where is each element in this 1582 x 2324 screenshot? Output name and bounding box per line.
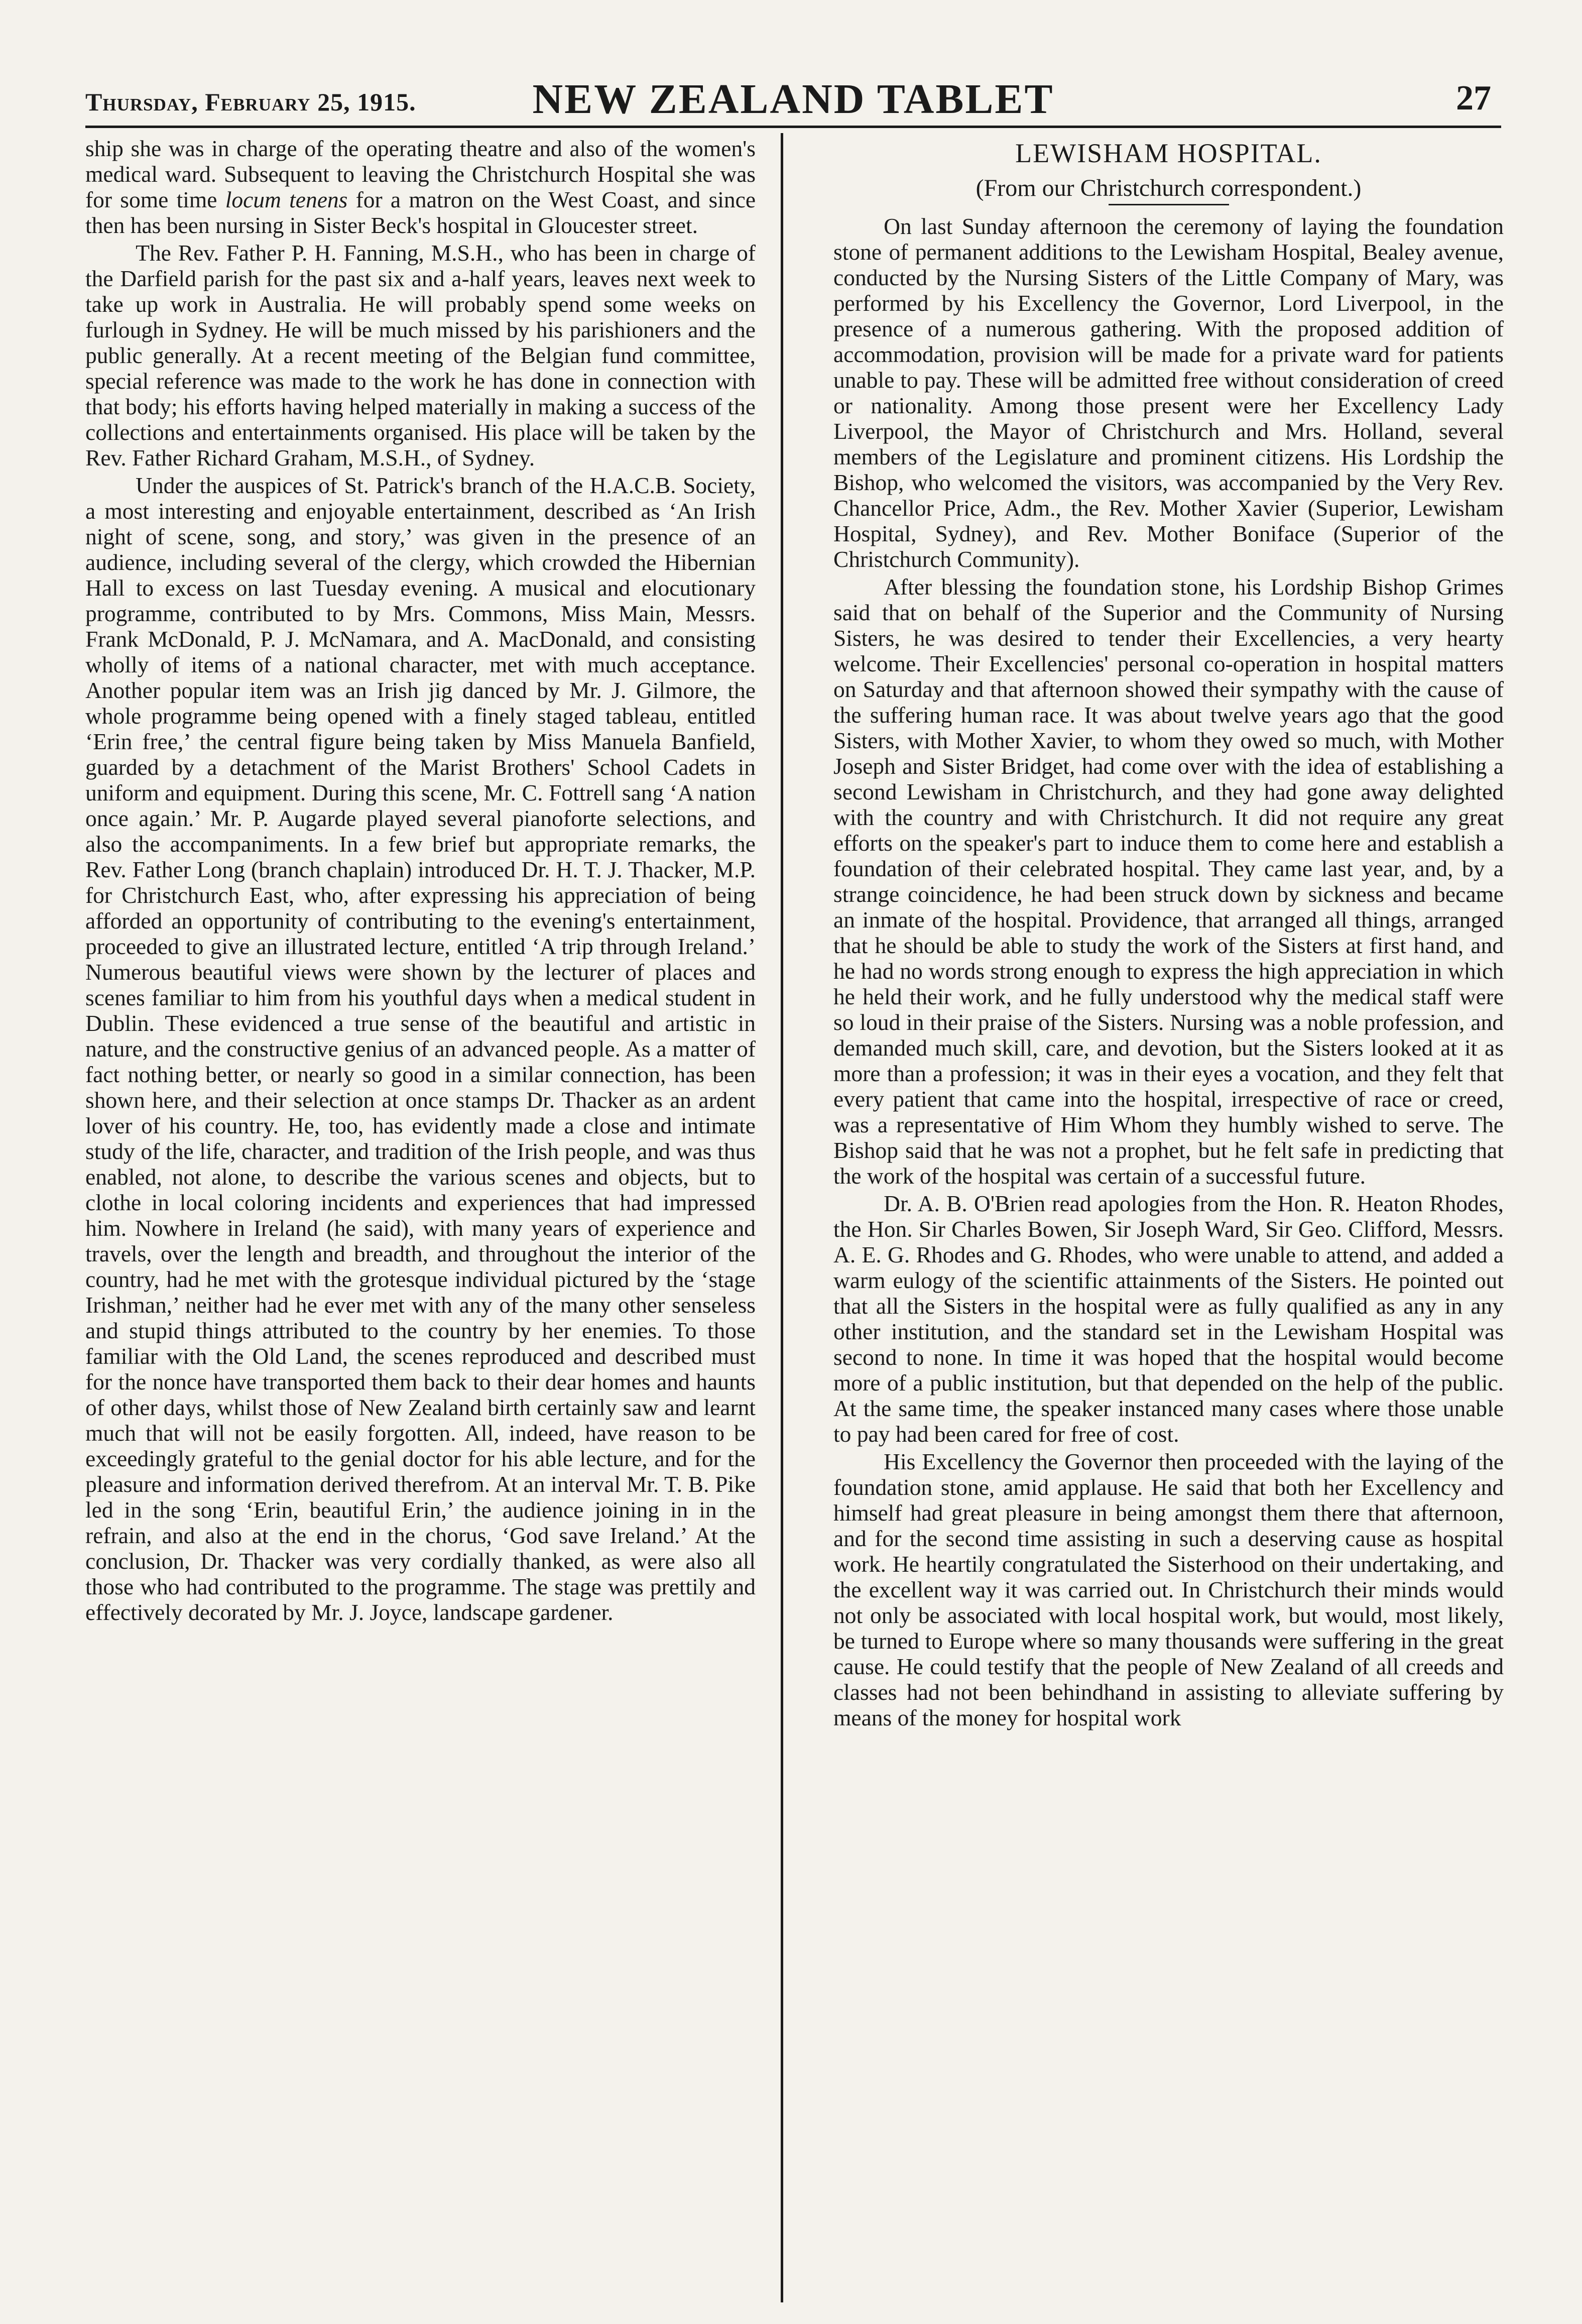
right-paragraph-2: After blessing the foundation stone, his Lordship Bishop Grimes said that on behalf of the Superior and the Community of Nursing Sisters, he was desired to tender their Excellencies, a very hearty welcome. Their Excellencies' personal co-operation in hospital matters on Saturday and that afternoon showed their sympathy with the cause of the suffering human race. It was about twelve years ago that the good Sisters, with Mother Xavier, to whom they owed so much, with Mother Joseph and Sister Bridget, had come over with the idea of establishing a second Lewisham in Christchurch, and they had gone away delighted with the country and with Christchurch. It did not require any great efforts on the speaker's part to induce them to come here and establish a foundation of their celebrated hospital. They came last year, and, by a strange coincidence, he had been struck down by sickness and became an inmate of the hospital. Providence, that arranged all things, arranged that he should be able to study the work of the Sisters at first hand, and he had no words strong enough to express the high appreciation in which he held their work, and he fully understood why the medical staff were so loud in their praise of the Sisters. Nursing was a noble profession, and demanded much skill, care, and devotion, but the Sisters looked at it as more than a profession; it was in their eyes a vocation, and they felt that every patient that came into the hospital, irrespective of race or creed, was a representative of Him Whom they humbly wished to serve. The Bishop said that he was not a prophet, but he felt safe in predicting that the work of the hospital was certain of a successful future. <box>833 574 1504 1189</box>
right-paragraph-1: On last Sunday afternoon the ceremony of laying the foundation stone of permanent additions to the Lewisham Hospital, Bealey avenue, conducted by the Nursing Sisters of the Little Company of Mary, was performed by his Excellency the Governor, Lord Liverpool, in the presence of a numerous gathering. With the proposed addition of accommodation, provision will be made for a private ward for patients unable to pay. These will be admitted free without consideration of creed or nationality. Among those present were her Excellency Lady Liverpool, the Mayor of Christchurch and Mrs. Holland, several members of the Legislature and prominent citizens. His Lordship the Bishop, who welcomed the visitors, was accompanied by the Very Rev. Chancellor Price, Adm., the Rev. Mother Xavier (Superior, Lewisham Hospital, Sydney), and Rev. Mother Boniface (Superior of the Christchurch Community). <box>833 213 1504 572</box>
article-byline: (From our Christchurch correspondent.) <box>976 175 1362 201</box>
left-paragraph-1-italic: locum tenens <box>225 187 348 212</box>
header-date: Thursday, February 25, 1915. <box>85 88 416 116</box>
page-header <box>85 60 1501 128</box>
left-paragraph-1-text-a: ship she was in charge of the operating theatre and also of the women's medical ward. Subsequent to leaving the Christchurch Hospital she was for some time <box>85 136 756 212</box>
left-paragraph-3: Under the auspices of St. Patrick's branch of the H.A.C.B. Society, a most interesting and enjoyable entertainment, described as ‘An Irish night of scene, song, and story,’ was given in the presence of an audience, including several of the clergy, which crowded the Hibernian Hall to excess on last Tuesday evening. A musical and elocutionary programme, contributed to by Mrs. Commons, Miss Main, Messrs. Frank McDonald, P. J. McNamara, and A. MacDonald, and consisting wholly of items of a national character, met with much acceptance. Another popular item was an Irish jig danced by Mr. J. Gilmore, the whole programme being opened with a finely staged tableau, entitled ‘Erin free,’ the central figure being taken by Miss Manuela Banfield, guarded by a detachment of the Marist Brothers' School Cadets in uniform and equipment. During this scene, Mr. C. Fottrell sang ‘A nation once again.’ Mr. P. Augarde played several pianoforte selections, and also the accompaniments. In a few brief but appropriate remarks, the Rev. Father Long (branch chaplain) introduced Dr. H. T. J. Thacker, M.P. for Christchurch East, who, after expressing his appreciation of being afforded an opportunity of contributing to the evening's entertainment, proceeded to give an illustrated lecture, entitled ‘A trip through Ireland.’ Numerous beautiful views were shown by the lecturer of places and scenes familiar to him from his youthful days when a medical student in Dublin. These evidenced a true sense of the beautiful and artistic in nature, and the constructive genius of an advanced people. As a matter of fact nothing better, or nearly so good in a similar connection, has been shown here, and their selection at once stamps Dr. Thacker as an ardent lover of his country. He, too, has evidently made a close and intimate study of the life, character, and tradition of the Irish people, and was thus enabled, not alone, to describe the various scenes and objects, but to clothe in local coloring incidents and experiences that had impressed him. Nowhere in Ireland (he said), with many years of experience and travels, over the length and breadth, and throughout the interior of the country, had he met with the grotesque individual pictured by the ‘stage Irishman,’ neither had he ever met with any of the many other senseless and stupid things attributed to the country by her enemies. To those familiar with the Old Land, the scenes reproduced and described must for the nonce have transported them back to their dear homes and haunts of other days, whilst those of New Zealand birth certainly saw and learnt much that will not be easily forgotten. All, indeed, have reason to be exceedingly grateful to the genial doctor for his able lecture, and for the pleasure and information derived therefrom. At an interval Mr. T. B. Pike led in the song ‘Erin, beautiful Erin,’ the audience joining in in the refrain, and also at the end in the chorus, ‘God save Ireland.’ At the conclusion, Dr. Thacker was very cordially thanked, as were also all those who had contributed to the programme. The stage was prettily and effectively decorated by Mr. J. Joyce, landscape gardener. <box>85 473 756 1625</box>
left-paragraph-2: The Rev. Father P. H. Fanning, M.S.H., who has been in charge of the Darfield parish for the past six and a-half years, leaves next week to take up work in Australia. He will probably spend some weeks on furlough in Sydney. He will be much missed by his parishioners and the public generally. At a recent meeting of the Belgian fund committee, special reference was made to the work he has done in connection with that body; his efforts having helped materially in making a success of the collections and entertainments organised. His place will be taken by the Rev. Father Richard Graham, M.S.H., of Sydney. <box>85 240 756 471</box>
article-heading: LEWISHAM HOSPITAL. <box>1015 138 1322 168</box>
left-paragraph-1 <box>85 136 756 238</box>
right-column <box>833 136 1504 2285</box>
byline-rule <box>1109 204 1229 205</box>
right-paragraph-4: His Excellency the Governor then proceeded with the laying of the foundation stone, amid applause. He said that both her Excellency and himself had great pleasure in being amongst them there that afternoon, and for the second time assisting in such a deserving cause as hospital work. He heartily congratulated the Sisterhood on their undertaking, and the excellent way it was carried out. In Christchurch their minds would not only be associated with local hospital work, but would, most likely, be turned to Europe where so many thousands were suffering in the great cause. He could testify that the people of New Zealand of all creeds and classes had not been behindhand in assisting to alleviate suffering by means of the money for hospital work <box>833 1449 1504 1730</box>
masthead-title: NEW ZEALAND TABLET <box>532 76 1054 123</box>
left-paragraph-1-text-b: for a matron on the West Coast, and since then has been nursing in Sister Beck's hospital in Gloucester street. <box>85 187 756 238</box>
right-paragraph-3: Dr. A. B. O'Brien read apologies from the Hon. R. Heaton Rhodes, the Hon. Sir Charles Bowen, Sir Joseph Ward, Sir Geo. Clifford, Messrs. A. E. G. Rhodes and G. Rhodes, who were unable to attend, and added a warm eulogy of the scientific attainments of the Sisters. He pointed out that all the Sisters in the hospital were as fully qualified as any in any other institution, and the standard set in the Lewisham Hospital was second to none. In time it was hoped that the hospital would become more of a public institution, but that depended on the help of the public. At the same time, the speaker instanced many cases where those unable to pay had been cared for free of cost. <box>833 1191 1504 1447</box>
left-column <box>85 136 756 2285</box>
column-divider <box>781 133 783 2302</box>
page-number: 27 <box>1456 79 1491 118</box>
